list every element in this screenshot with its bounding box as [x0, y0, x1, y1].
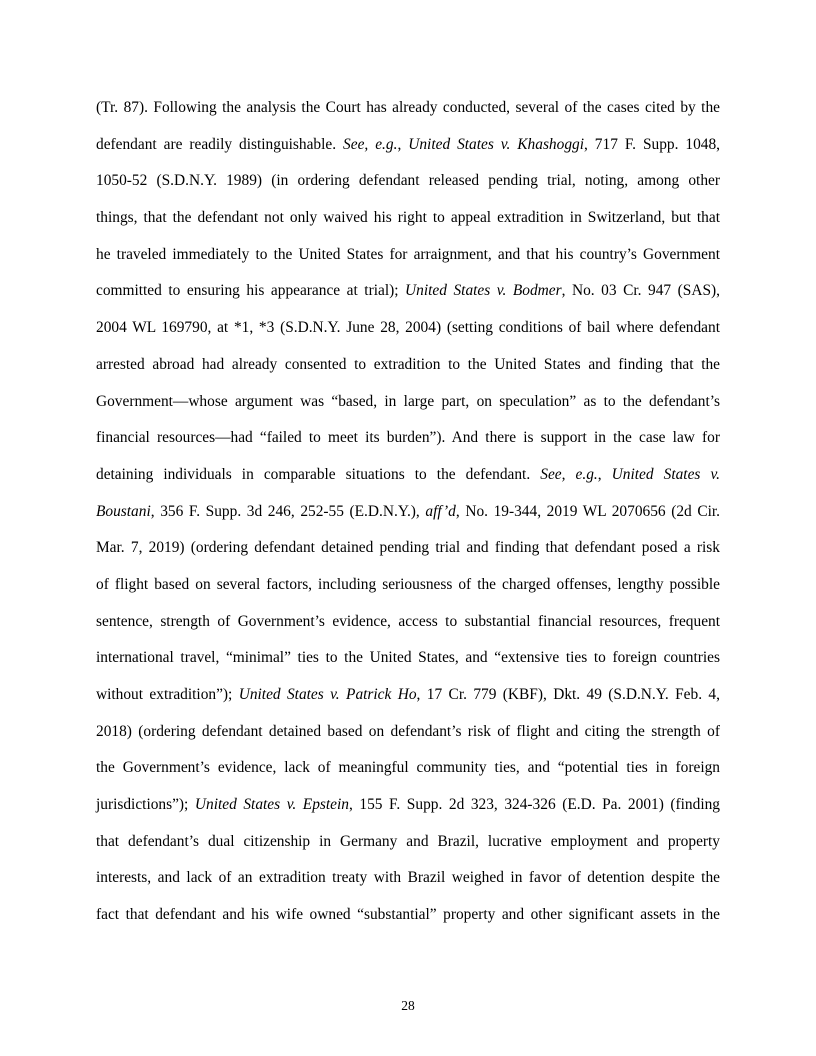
- text-segment: ,: [597, 465, 612, 483]
- citation-italic: United States v. Bodmer: [405, 282, 562, 300]
- text-segment: 2004 WL 169790, at *1, *3 (S.D.N.Y. June 28, 2004) (setting conditions of bail where defendant: [96, 319, 720, 337]
- citation-italic: See, e.g.: [540, 465, 598, 483]
- text-segment: ,: [397, 135, 409, 153]
- text-line: [96, 163, 720, 200]
- text-segment: financial resources—had “failed to meet its burden”). And there is support in the case law for: [96, 429, 720, 447]
- text-segment: the Government’s evidence, lack of meaningful community ties, and “potential ties in foreign: [96, 759, 720, 777]
- text-segment: , 17 Cr. 779 (KBF), Dkt. 49 (S.D.N.Y. Feb. 4,: [416, 686, 720, 703]
- text-segment: of flight based on several factors, including seriousness of the charged offenses, lengthy possible: [96, 575, 720, 593]
- text-line: [96, 567, 720, 604]
- text-segment: he traveled immediately to the United States for arraignment, and that his country’s Government: [96, 245, 720, 263]
- text-line: [96, 640, 720, 677]
- text-segment: interests, and lack of an extradition treaty with Brazil weighed in favor of detention despite the: [96, 869, 720, 887]
- text-line: [96, 530, 720, 567]
- citation-italic: See, e.g.: [343, 135, 398, 153]
- body-text: [96, 90, 720, 934]
- text-segment: arrested abroad had already consented to extradition to the United States and finding that the: [96, 355, 720, 373]
- text-line: [96, 420, 720, 457]
- text-segment: committed to ensuring his appearance at trial);: [96, 282, 406, 300]
- text-line: [96, 750, 720, 787]
- text-segment: detaining individuals in comparable situations to the defendant.: [96, 465, 541, 483]
- text-segment: international travel, “minimal” ties to the United States, and “extensive ties to foreign countries: [96, 649, 720, 667]
- text-segment: things, that the defendant not only waived his right to appeal extradition in Switzerland, but that: [96, 209, 720, 227]
- text-segment: without extradition”);: [96, 686, 239, 703]
- text-segment: (Tr. 87). Following the analysis the Court has already conducted, several of the cases cited by the: [96, 99, 720, 116]
- text-line: [96, 384, 720, 421]
- text-line: [96, 824, 720, 861]
- text-segment: , No. 19-344, 2019 WL 2070656 (2d Cir.: [455, 502, 721, 520]
- text-segment: jurisdictions”);: [96, 796, 195, 814]
- text-line: [96, 90, 720, 127]
- citation-italic: United States v.: [611, 465, 720, 483]
- text-line: [96, 200, 720, 237]
- text-segment: sentence, strength of Government’s evidence, access to substantial financial resources, frequent: [96, 612, 720, 630]
- text-segment: that defendant’s dual citizenship in Germany and Brazil, lucrative employment and property: [96, 832, 720, 850]
- text-line: [96, 273, 720, 310]
- text-segment: fact that defendant and his wife owned “substantial” property and other significant assets in the: [96, 906, 720, 924]
- text-line: [96, 714, 720, 751]
- text-line: [96, 457, 720, 494]
- text-segment: 2018) (ordering defendant detained based on defendant’s risk of flight and citing the strength of: [96, 722, 720, 740]
- text-segment: 1050-52 (S.D.N.Y. 1989) (in ordering defendant released pending trial, noting, among other: [96, 172, 720, 190]
- citation-italic: United States v. Patrick Ho: [238, 686, 417, 703]
- text-line: [96, 127, 720, 164]
- text-line: [96, 897, 720, 934]
- citation-italic: Boustani: [96, 502, 151, 520]
- text-segment: Government—whose argument was “based, in large part, on speculation” as to the defendant’s: [96, 392, 720, 410]
- text-line: [96, 347, 720, 384]
- citation-italic: United States v. Khashoggi: [408, 135, 584, 153]
- text-line: [96, 237, 720, 274]
- text-segment: , 356 F. Supp. 3d 246, 252-55 (E.D.N.Y.),: [150, 502, 426, 520]
- text-line: [96, 677, 720, 714]
- text-segment: , 155 F. Supp. 2d 323, 324-326 (E.D. Pa. 2001) (finding: [348, 796, 720, 814]
- text-line: [96, 787, 720, 824]
- text-segment: , No. 03 Cr. 947 (SAS),: [561, 282, 720, 300]
- text-line: [96, 604, 720, 641]
- text-segment: , 717 F. Supp. 1048,: [584, 135, 721, 153]
- citation-italic: United States v. Epstein: [194, 796, 349, 814]
- text-line: [96, 310, 720, 347]
- text-line: [96, 494, 720, 531]
- citation-italic: aff’d: [425, 502, 456, 520]
- text-segment: Mar. 7, 2019) (ordering defendant detained pending trial and finding that defendant posed a risk: [96, 539, 720, 557]
- text-line: [96, 860, 720, 897]
- page-number: 28: [401, 998, 415, 1013]
- text-segment: defendant are readily distinguishable.: [96, 135, 344, 153]
